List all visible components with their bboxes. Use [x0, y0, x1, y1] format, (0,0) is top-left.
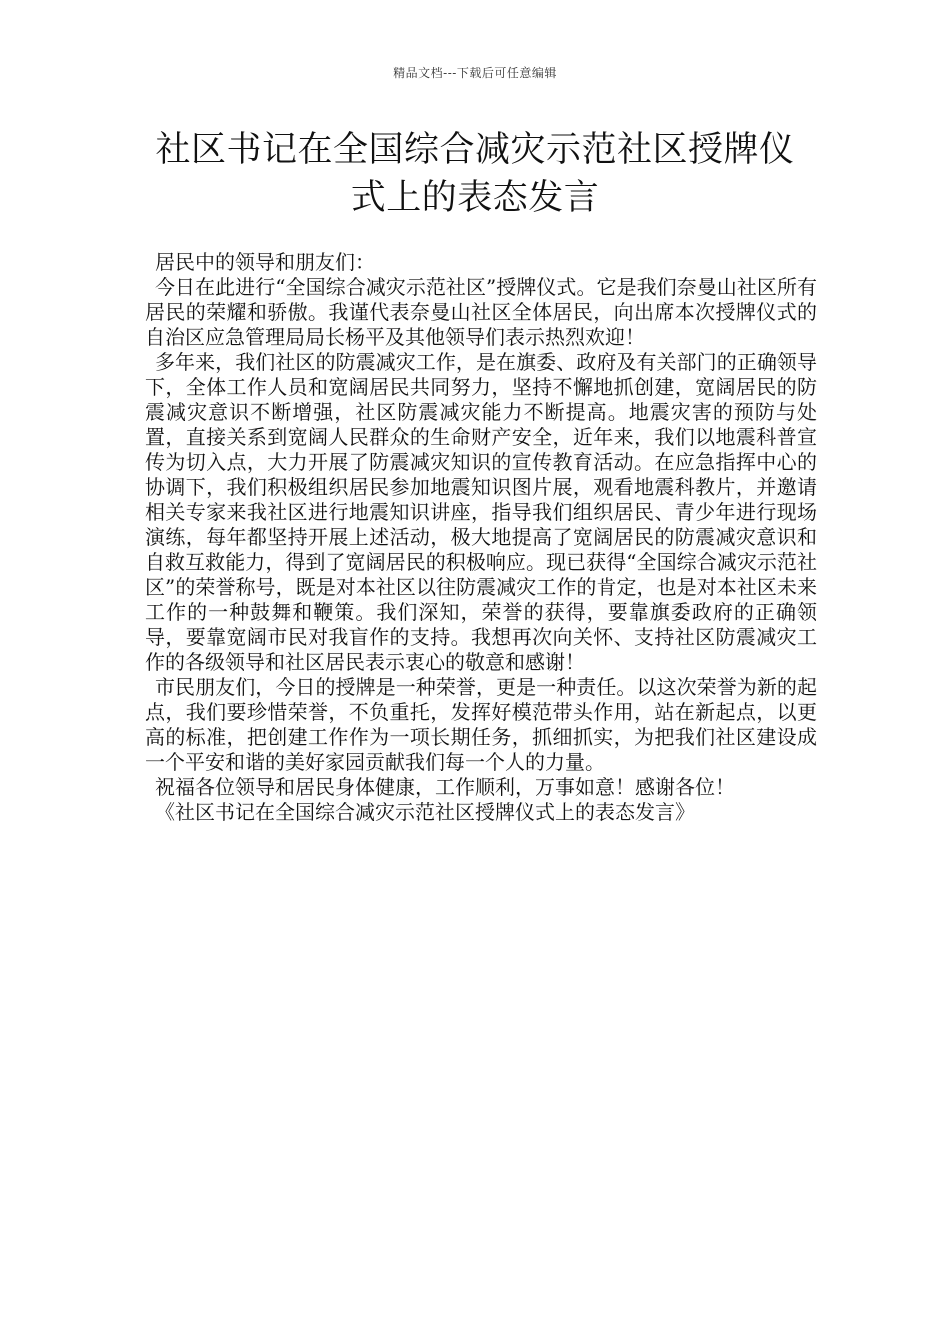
title-reference-paragraph: 《社区书记在全国综合减灾示范社区授牌仪式上的表态发言》	[155, 800, 695, 824]
header-note: 精品文档---下载后可任意编辑	[393, 66, 557, 80]
body-paragraph: 市民朋友们，今日的授牌是一种荣誉，更是一种责任。以这次荣誉为新的起点，我们要珍惜荣誉，不负重托，发挥好模范带头作用，站在新起点，以更高的标准，把创建工作作为一项长期任务，抓细抓实，为把我们社区建设成一个平安和谐的美好家园贡献我们每一个人的力量。	[145, 675, 817, 774]
body-paragraph: 今日在此进行“全国综合减灾示范社区”授牌仪式。它是我们奈曼山社区所有居民的荣耀和骄傲。我谨代表奈曼山社区全体居民，向出席本次授牌仪式的自治区应急管理局局长杨平及其他领导们表示热烈欢迎！	[145, 275, 817, 349]
salutation-paragraph: 居民中的领导和朋友们：	[155, 250, 375, 274]
document-body	[145, 250, 817, 825]
closing-paragraph: 祝福各位领导和居民身体健康，工作顺利，万事如意！感谢各位！	[155, 775, 735, 799]
document-title: 社区书记在全国综合减灾示范社区授牌仪式上的表态发言	[155, 130, 795, 218]
body-paragraph: 多年来，我们社区的防震减灾工作，是在旗委、政府及有关部门的正确领导下，全体工作人员和宽阔居民共同努力，坚持不懈地抓创建，宽阔居民的防震减灾意识不断增强，社区防震减灾能力不断提高。地震灾害的预防与处置，直接关系到宽阔人民群众的生命财产安全，近年来，我们以地震科普宣传为切入点，大力开展了防震减灾知识的宣传教育活动。在应急指挥中心的协调下，我们积极组织居民参加地震知识图片展，观看地震科教片，并邀请相关专家来我社区进行地震知识讲座，指导我们组织居民、青少年进行现场演练，每年都坚持开展上述活动，极大地提高了宽阔居民的防震减灾意识和自救互救能力，得到了宽阔居民的积极响应。现已获得“全国综合减灾示范社区”的荣誉称号，既是对本社区以往防震减灾工作的肯定，也是对本社区未来工作的一种鼓舞和鞭策。我们深知，荣誉的获得，要靠旗委政府的正确领导，要靠宽阔市民对我盲作的支持。我想再次向关怀、支持社区防震减灾工作的各级领导和社区居民表示衷心的敬意和感谢！	[145, 350, 817, 674]
